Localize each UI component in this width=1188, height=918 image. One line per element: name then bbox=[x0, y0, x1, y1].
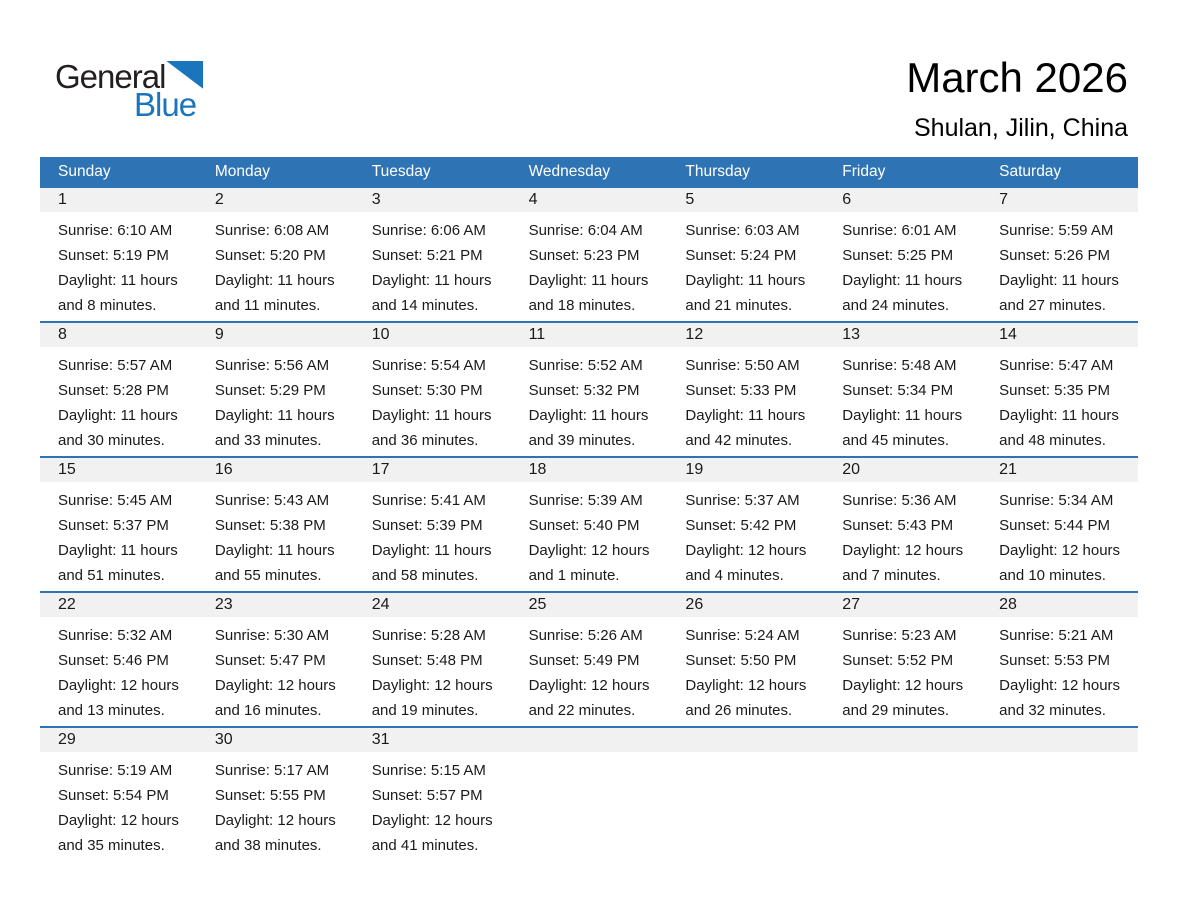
day-info-line: Sunrise: 5:52 AM bbox=[528, 357, 643, 374]
day-info-line: and 11 minutes. bbox=[214, 297, 321, 314]
day-cell bbox=[667, 752, 824, 858]
day-info-line: Sunset: 5:57 PM bbox=[371, 787, 483, 804]
day-number: 22 bbox=[58, 596, 76, 613]
day-info-line: Daylight: 12 hours bbox=[371, 812, 493, 829]
day-info-line: Daylight: 11 hours bbox=[528, 407, 649, 424]
day-cell bbox=[511, 482, 668, 588]
day-info-line: Sunset: 5:24 PM bbox=[685, 247, 797, 264]
day-number: 9 bbox=[214, 326, 224, 343]
day-info-line: Sunrise: 5:24 AM bbox=[685, 627, 800, 644]
day-info-line: Sunrise: 5:17 AM bbox=[214, 762, 330, 779]
day-cell bbox=[511, 212, 668, 318]
day-info-line: and 13 minutes. bbox=[58, 702, 165, 719]
day-cell bbox=[40, 752, 197, 858]
day-info-line: Sunrise: 5:34 AM bbox=[999, 492, 1114, 509]
day-info-line: Daylight: 11 hours bbox=[214, 407, 335, 424]
logo-text-general: General bbox=[55, 58, 166, 95]
day-info-line: and 1 minute. bbox=[528, 567, 620, 584]
day-info-line: Daylight: 12 hours bbox=[685, 677, 807, 694]
day-number bbox=[824, 728, 981, 752]
day-info-line: and 27 minutes. bbox=[999, 297, 1106, 314]
day-number-band bbox=[40, 728, 1138, 752]
day-info-line: and 18 minutes. bbox=[528, 297, 636, 314]
day-cell bbox=[354, 617, 511, 723]
day-info-line: and 58 minutes. bbox=[371, 567, 479, 584]
day-info-line: Sunrise: 5:23 AM bbox=[842, 627, 957, 644]
day-info-line: Daylight: 11 hours bbox=[371, 272, 492, 289]
day-info-line: Sunset: 5:23 PM bbox=[528, 247, 640, 264]
week-row bbox=[40, 591, 1138, 726]
day-number: 25 bbox=[528, 596, 547, 613]
day-number: 24 bbox=[371, 596, 390, 613]
day-info-line: Daylight: 12 hours bbox=[371, 677, 493, 694]
day-info-line: Daylight: 12 hours bbox=[999, 677, 1121, 694]
day-cell bbox=[981, 482, 1138, 588]
day-info-line: Daylight: 12 hours bbox=[58, 812, 179, 829]
day-info-line: Sunrise: 5:37 AM bbox=[685, 492, 800, 509]
title-block bbox=[906, 55, 1128, 143]
day-info-line: and 45 minutes. bbox=[842, 432, 950, 449]
day-info-line: Daylight: 11 hours bbox=[371, 542, 492, 559]
day-cell bbox=[354, 212, 511, 318]
day-number: 11 bbox=[528, 326, 546, 343]
day-info-line: Daylight: 11 hours bbox=[371, 407, 492, 424]
day-info-line: Daylight: 12 hours bbox=[214, 677, 336, 694]
day-number bbox=[511, 728, 668, 752]
day-info-line: and 24 minutes. bbox=[842, 297, 950, 314]
day-info-line: and 38 minutes. bbox=[214, 837, 322, 854]
weekday-header-monday: Monday bbox=[214, 163, 270, 180]
day-info-line: and 32 minutes. bbox=[999, 702, 1106, 719]
day-info-line: Sunset: 5:39 PM bbox=[371, 517, 483, 534]
day-info-line: Sunrise: 5:48 AM bbox=[842, 357, 957, 374]
day-info-line: Daylight: 11 hours bbox=[214, 542, 335, 559]
weekday-header-tuesday: Tuesday bbox=[371, 163, 431, 180]
weeks-container bbox=[40, 186, 1138, 861]
day-info-line: Sunset: 5:30 PM bbox=[371, 382, 483, 399]
day-info-line: and 7 minutes. bbox=[842, 567, 941, 584]
day-info-line: Sunrise: 5:50 AM bbox=[685, 357, 800, 374]
day-info-line: and 22 minutes. bbox=[528, 702, 636, 719]
weekday-header-saturday: Saturday bbox=[999, 163, 1062, 180]
day-info-line: Sunset: 5:44 PM bbox=[999, 517, 1111, 534]
day-cell bbox=[667, 482, 824, 588]
day-info-line: Sunrise: 5:28 AM bbox=[371, 627, 486, 644]
day-cell bbox=[197, 212, 354, 318]
day-number: 4 bbox=[528, 191, 538, 208]
day-cell bbox=[981, 617, 1138, 723]
day-info-line: Sunrise: 5:30 AM bbox=[214, 627, 330, 644]
day-info-line: Sunset: 5:50 PM bbox=[685, 652, 797, 669]
day-info-line: Sunrise: 6:04 AM bbox=[528, 222, 643, 239]
day-info-line: and 42 minutes. bbox=[685, 432, 793, 449]
day-cell bbox=[824, 212, 981, 318]
day-info-line: Daylight: 12 hours bbox=[842, 677, 964, 694]
day-info-line: Daylight: 12 hours bbox=[528, 542, 650, 559]
day-cell bbox=[824, 617, 981, 723]
day-number: 8 bbox=[58, 326, 67, 343]
day-info-line: Daylight: 11 hours bbox=[58, 272, 178, 289]
day-cell bbox=[667, 212, 824, 318]
day-number: 2 bbox=[214, 191, 224, 208]
week-row bbox=[40, 456, 1138, 591]
day-number bbox=[981, 728, 1138, 752]
day-number-band bbox=[40, 593, 1138, 617]
calendar-grid bbox=[40, 157, 1138, 861]
day-info-line: Daylight: 12 hours bbox=[685, 542, 807, 559]
day-cell bbox=[981, 212, 1138, 318]
weekday-header-wednesday: Wednesday bbox=[528, 163, 611, 180]
day-info-line: Daylight: 11 hours bbox=[685, 272, 806, 289]
day-info-line: Sunset: 5:21 PM bbox=[371, 247, 483, 264]
day-number: 10 bbox=[371, 326, 390, 343]
day-info-line: Daylight: 12 hours bbox=[214, 812, 336, 829]
day-info-line: Daylight: 11 hours bbox=[999, 272, 1119, 289]
day-info-line: and 10 minutes. bbox=[999, 567, 1106, 584]
day-cell bbox=[824, 752, 981, 858]
day-info-line: and 30 minutes. bbox=[58, 432, 165, 449]
day-info-line: Sunrise: 5:59 AM bbox=[999, 222, 1114, 239]
day-info-line: and 33 minutes. bbox=[214, 432, 322, 449]
day-number: 1 bbox=[58, 191, 67, 208]
day-info-line: Sunset: 5:32 PM bbox=[528, 382, 640, 399]
day-info-line: Sunrise: 5:32 AM bbox=[58, 627, 173, 644]
day-info-line: Sunrise: 5:57 AM bbox=[58, 357, 173, 374]
day-info-line: Daylight: 11 hours bbox=[58, 407, 178, 424]
weekday-header-sunday: Sunday bbox=[58, 163, 111, 180]
day-info-line: Daylight: 12 hours bbox=[842, 542, 964, 559]
day-number: 13 bbox=[842, 326, 861, 343]
day-info-line: Sunset: 5:25 PM bbox=[842, 247, 954, 264]
day-number: 5 bbox=[685, 191, 695, 208]
day-cell bbox=[667, 347, 824, 453]
day-info-line: Sunset: 5:38 PM bbox=[214, 517, 326, 534]
day-number: 3 bbox=[371, 191, 381, 208]
day-info-line: Sunset: 5:52 PM bbox=[842, 652, 954, 669]
day-number: 17 bbox=[371, 461, 390, 478]
day-info-line: Sunrise: 5:15 AM bbox=[371, 762, 486, 779]
day-info-line: Sunrise: 6:08 AM bbox=[214, 222, 330, 239]
day-info-line: Sunrise: 5:41 AM bbox=[371, 492, 486, 509]
day-info-line: Sunset: 5:34 PM bbox=[842, 382, 954, 399]
day-info-line: Sunrise: 5:36 AM bbox=[842, 492, 957, 509]
day-number: 31 bbox=[371, 731, 390, 748]
day-number: 19 bbox=[685, 461, 704, 478]
day-info-line: Sunrise: 5:56 AM bbox=[214, 357, 330, 374]
logo-triangle-icon bbox=[166, 61, 203, 89]
day-info-line: Sunrise: 5:43 AM bbox=[214, 492, 330, 509]
day-info-line: Daylight: 11 hours bbox=[214, 272, 335, 289]
day-cell bbox=[981, 752, 1138, 858]
day-info-line: and 55 minutes. bbox=[214, 567, 322, 584]
day-info-line: Sunset: 5:55 PM bbox=[214, 787, 326, 804]
day-cell bbox=[40, 347, 197, 453]
day-info-line: Sunset: 5:53 PM bbox=[999, 652, 1111, 669]
day-info-line: Sunrise: 6:01 AM bbox=[842, 222, 957, 239]
day-info-line: and 48 minutes. bbox=[999, 432, 1106, 449]
day-cell bbox=[197, 752, 354, 858]
day-number: 12 bbox=[685, 326, 704, 343]
day-info-line: and 14 minutes. bbox=[371, 297, 479, 314]
day-number: 20 bbox=[842, 461, 861, 478]
day-info-line: Sunset: 5:35 PM bbox=[999, 382, 1111, 399]
day-number-band bbox=[40, 323, 1138, 347]
day-number-band bbox=[40, 458, 1138, 482]
day-info-line: Daylight: 12 hours bbox=[58, 677, 179, 694]
week-row bbox=[40, 321, 1138, 456]
day-number: 29 bbox=[58, 731, 76, 748]
day-number: 18 bbox=[528, 461, 547, 478]
day-cell bbox=[667, 617, 824, 723]
page-title: March 2026 bbox=[906, 54, 1128, 101]
day-number: 23 bbox=[214, 596, 233, 613]
day-cells-row bbox=[40, 617, 1138, 723]
weekday-header-friday: Friday bbox=[842, 163, 886, 180]
day-info-line: Sunset: 5:46 PM bbox=[58, 652, 169, 669]
general-blue-logo bbox=[55, 60, 203, 121]
day-cell bbox=[197, 617, 354, 723]
day-cells-row bbox=[40, 482, 1138, 588]
day-cell bbox=[197, 347, 354, 453]
day-info-line: and 35 minutes. bbox=[58, 837, 165, 854]
day-info-line: and 36 minutes. bbox=[371, 432, 479, 449]
day-info-line: Sunset: 5:26 PM bbox=[999, 247, 1111, 264]
day-info-line: Daylight: 11 hours bbox=[842, 407, 963, 424]
day-cell bbox=[40, 212, 197, 318]
day-cell bbox=[511, 347, 668, 453]
day-info-line: Daylight: 11 hours bbox=[528, 272, 649, 289]
day-number: 15 bbox=[58, 461, 76, 478]
day-number: 27 bbox=[842, 596, 861, 613]
day-info-line: Daylight: 11 hours bbox=[58, 542, 178, 559]
day-info-line: Sunrise: 5:47 AM bbox=[999, 357, 1114, 374]
weekday-header-row bbox=[40, 157, 1138, 186]
day-info-line: and 19 minutes. bbox=[371, 702, 479, 719]
day-info-line: and 21 minutes. bbox=[685, 297, 793, 314]
day-cell bbox=[197, 482, 354, 588]
day-info-line: Sunrise: 5:19 AM bbox=[58, 762, 173, 779]
day-info-line: Sunset: 5:54 PM bbox=[58, 787, 169, 804]
day-info-line: Sunrise: 5:54 AM bbox=[371, 357, 486, 374]
day-number: 26 bbox=[685, 596, 704, 613]
day-number: 6 bbox=[842, 191, 852, 208]
day-info-line: Sunrise: 5:21 AM bbox=[999, 627, 1114, 644]
page-subtitle: Shulan, Jilin, China bbox=[913, 114, 1128, 143]
logo-text-blue: Blue bbox=[134, 86, 197, 123]
day-info-line: and 26 minutes. bbox=[685, 702, 793, 719]
day-info-line: Sunset: 5:40 PM bbox=[528, 517, 640, 534]
day-cell bbox=[824, 347, 981, 453]
day-cells-row bbox=[40, 347, 1138, 453]
day-info-line: Sunset: 5:29 PM bbox=[214, 382, 326, 399]
day-info-line: Sunrise: 5:45 AM bbox=[58, 492, 173, 509]
day-cell bbox=[511, 617, 668, 723]
day-info-line: Sunrise: 5:39 AM bbox=[528, 492, 643, 509]
day-info-line: Sunset: 5:37 PM bbox=[58, 517, 169, 534]
day-info-line: Sunset: 5:19 PM bbox=[58, 247, 169, 264]
day-cell bbox=[354, 482, 511, 588]
week-row bbox=[40, 726, 1138, 861]
day-number: 28 bbox=[999, 596, 1017, 613]
day-number bbox=[667, 728, 824, 752]
day-cell bbox=[511, 752, 668, 858]
day-cells-row bbox=[40, 212, 1138, 318]
day-info-line: Sunset: 5:43 PM bbox=[842, 517, 954, 534]
day-info-line: Sunset: 5:28 PM bbox=[58, 382, 169, 399]
day-info-line: and 16 minutes. bbox=[214, 702, 322, 719]
day-cell bbox=[354, 752, 511, 858]
day-info-line: Daylight: 11 hours bbox=[842, 272, 963, 289]
day-info-line: and 29 minutes. bbox=[842, 702, 950, 719]
week-row bbox=[40, 186, 1138, 321]
day-cell bbox=[40, 482, 197, 588]
day-info-line: Sunset: 5:47 PM bbox=[214, 652, 326, 669]
day-cells-row bbox=[40, 752, 1138, 858]
day-info-line: Sunset: 5:33 PM bbox=[685, 382, 797, 399]
day-number: 7 bbox=[999, 191, 1009, 208]
day-info-line: Sunrise: 6:03 AM bbox=[685, 222, 800, 239]
day-info-line: Sunset: 5:42 PM bbox=[685, 517, 797, 534]
day-info-line: Daylight: 12 hours bbox=[999, 542, 1121, 559]
day-info-line: Sunset: 5:48 PM bbox=[371, 652, 483, 669]
day-info-line: and 8 minutes. bbox=[58, 297, 157, 314]
day-number-band bbox=[40, 188, 1138, 212]
day-info-line: Sunrise: 6:06 AM bbox=[371, 222, 486, 239]
day-cell bbox=[981, 347, 1138, 453]
day-number: 30 bbox=[214, 731, 233, 748]
day-info-line: and 41 minutes. bbox=[371, 837, 479, 854]
day-number: 16 bbox=[214, 461, 233, 478]
day-number: 21 bbox=[999, 461, 1017, 478]
day-info-line: Daylight: 12 hours bbox=[528, 677, 650, 694]
day-info-line: Sunset: 5:49 PM bbox=[528, 652, 640, 669]
day-info-line: Sunrise: 5:26 AM bbox=[528, 627, 643, 644]
day-info-line: Sunset: 5:20 PM bbox=[214, 247, 326, 264]
day-cell bbox=[824, 482, 981, 588]
day-cell bbox=[354, 347, 511, 453]
day-info-line: and 51 minutes. bbox=[58, 567, 165, 584]
day-info-line: and 4 minutes. bbox=[685, 567, 784, 584]
weekday-header-thursday: Thursday bbox=[685, 163, 751, 180]
day-info-line: Sunrise: 6:10 AM bbox=[58, 222, 173, 239]
day-info-line: Daylight: 11 hours bbox=[685, 407, 806, 424]
day-number: 14 bbox=[999, 326, 1017, 343]
day-info-line: Daylight: 11 hours bbox=[999, 407, 1119, 424]
day-info-line: and 39 minutes. bbox=[528, 432, 636, 449]
day-cell bbox=[40, 617, 197, 723]
